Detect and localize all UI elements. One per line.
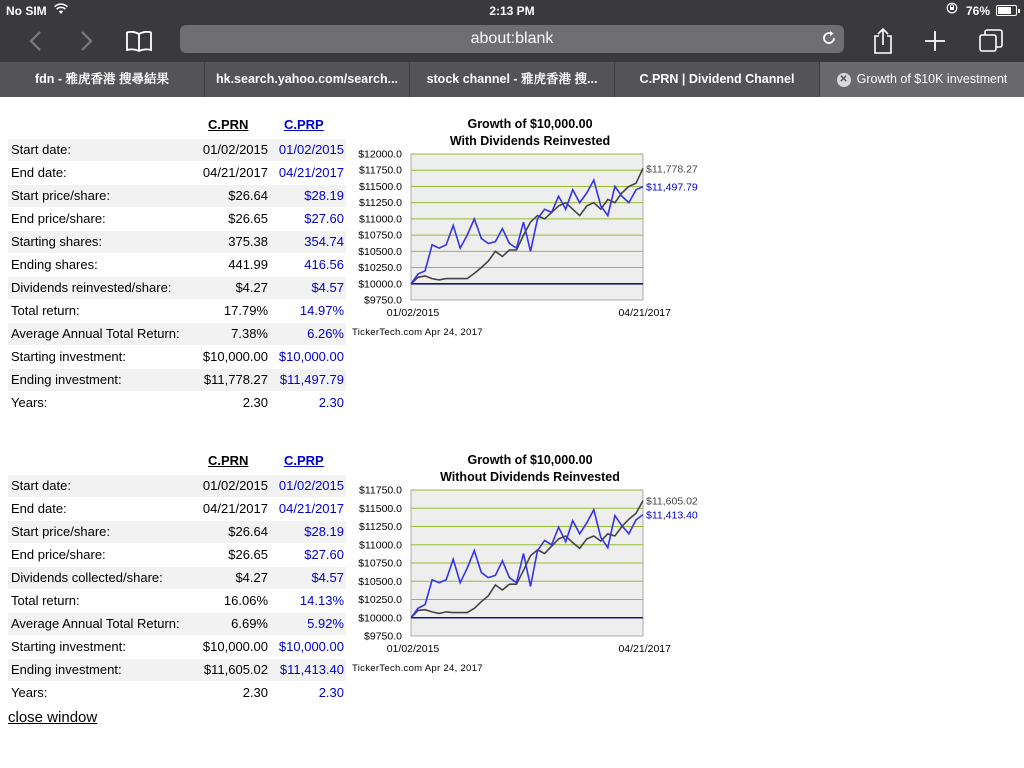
end-label-prp: $11,497.79 <box>646 181 698 194</box>
value-prp: 01/02/2015 <box>278 478 344 493</box>
x-end-label: 04/21/2017 <box>618 643 671 655</box>
browser-toolbar <box>0 22 1024 62</box>
row-label: Ending investment: <box>11 662 122 677</box>
value-prn: $11,778.27 <box>203 372 268 387</box>
row-label: Start price/share: <box>11 524 110 539</box>
growth-chart-not-reinvested <box>348 433 728 683</box>
value-prp: 6.26% <box>307 326 344 341</box>
value-prp: $28.19 <box>304 188 344 203</box>
row-label: Dividends collected/share: <box>11 570 163 585</box>
x-start-label: 01/02/2015 <box>386 643 440 655</box>
row-label: Dividends reinvested/share: <box>11 280 172 295</box>
y-tick-label: $10000.0 <box>358 278 402 291</box>
y-tick-label: $10250.0 <box>358 594 402 606</box>
row-label: Starting shares: <box>11 234 103 249</box>
value-prp: 14.13% <box>299 593 344 608</box>
row-label: Start date: <box>11 478 71 493</box>
value-prp: $28.19 <box>304 524 344 539</box>
value-prp: $4.57 <box>311 570 344 585</box>
row-label: Starting investment: <box>11 639 126 654</box>
y-tick-label: $11750.0 <box>358 484 402 497</box>
end-label-prn: $11,778.27 <box>646 163 698 176</box>
table-header <box>8 453 346 471</box>
value-prn: 17.79% <box>223 303 268 318</box>
chart-title: Growth of $10,000.00 <box>467 117 593 131</box>
value-prp: $10,000.00 <box>278 639 344 654</box>
value-prp: 5.92% <box>307 616 344 631</box>
value-prp: 04/21/2017 <box>278 165 344 180</box>
tab-yahoo-fdn[interactable] <box>0 62 205 97</box>
table-row <box>8 544 346 566</box>
value-prn: 01/02/2015 <box>202 142 268 157</box>
y-tick-label: $10500.0 <box>358 575 402 588</box>
table-row <box>8 277 346 299</box>
value-prn: $26.65 <box>228 211 268 226</box>
bookmarks-icon[interactable] <box>122 26 156 56</box>
row-label: Start date: <box>11 142 71 157</box>
y-tick-label: $11000.0 <box>358 213 402 226</box>
share-icon[interactable] <box>866 26 900 56</box>
value-prp: $10,000.00 <box>278 349 344 364</box>
value-prn: 16.06% <box>223 593 268 608</box>
tab-label: Growth of $10K investment <box>856 72 1008 86</box>
value-prn: 04/21/2017 <box>202 165 268 180</box>
tab-growth-10k[interactable] <box>820 62 1024 97</box>
tab-label: fdn - 雅虎香港 搜尋結果 <box>34 72 169 86</box>
table-row <box>8 300 346 322</box>
url-bar[interactable] <box>180 25 844 53</box>
y-tick-label: $12000.0 <box>358 148 402 161</box>
row-label: Total return: <box>11 593 80 608</box>
tab-dividend-channel[interactable] <box>615 62 820 97</box>
y-tick-label: $10500.0 <box>358 245 402 258</box>
value-prn: $26.65 <box>228 547 268 562</box>
table-row <box>8 521 346 543</box>
value-prp: 01/02/2015 <box>278 142 344 157</box>
table-row <box>8 613 346 635</box>
end-label-prp: $11,413.40 <box>646 509 698 522</box>
y-tick-label: $10000.0 <box>358 612 402 625</box>
value-prp: 416.56 <box>304 257 344 272</box>
value-prp: $11,497.79 <box>279 372 344 387</box>
row-label: Average Annual Total Return: <box>11 326 180 341</box>
value-prn: 6.69% <box>231 616 268 631</box>
battery-icon <box>996 5 1017 16</box>
y-tick-label: $10750.0 <box>358 557 402 570</box>
table-row <box>8 636 346 658</box>
tab-stock-channel[interactable] <box>410 62 615 97</box>
value-prn: $10,000.00 <box>202 349 268 364</box>
status-bar <box>0 0 1024 22</box>
table-header <box>8 117 346 135</box>
y-tick-label: $11750.0 <box>358 164 402 177</box>
row-label: Ending shares: <box>11 257 98 272</box>
value-prp: 2.30 <box>318 685 344 700</box>
table-row <box>8 369 346 391</box>
table-row <box>8 346 346 368</box>
value-prn: $4.27 <box>235 280 268 295</box>
chart-credit: TickerTech.com Apr 24, 2017 <box>352 663 483 674</box>
value-prp: $4.57 <box>311 280 344 295</box>
table-row <box>8 185 346 207</box>
value-prn: $26.64 <box>228 188 268 203</box>
tab-yahoo-search[interactable] <box>205 62 410 97</box>
tab-label: stock channel - 雅虎香港 搜... <box>426 72 598 86</box>
table-row <box>8 254 346 276</box>
y-tick-label: $10250.0 <box>358 262 402 275</box>
growth-chart-reinvested <box>348 97 728 347</box>
value-prn: $26.64 <box>228 524 268 539</box>
value-prn: $11,605.02 <box>203 662 268 677</box>
battery-percent: 76% <box>966 4 991 18</box>
row-label: Start price/share: <box>11 188 110 203</box>
value-prn: 04/21/2017 <box>202 501 268 516</box>
table-row <box>8 659 346 681</box>
table-row <box>8 567 346 589</box>
row-label: End price/share: <box>11 547 106 562</box>
row-label: End date: <box>11 501 67 516</box>
value-prp: 14.97% <box>299 303 344 318</box>
table-row <box>8 139 346 161</box>
table-row <box>8 682 346 704</box>
chart-subtitle: Without Dividends Reinvested <box>440 470 620 484</box>
table-row <box>8 498 346 520</box>
row-label: Starting investment: <box>11 349 126 364</box>
table-row <box>8 475 346 497</box>
back-icon[interactable] <box>18 26 52 56</box>
carrier-label: No SIM <box>6 4 47 18</box>
value-prp: 04/21/2017 <box>278 501 344 516</box>
y-tick-label: $11250.0 <box>358 197 402 210</box>
reload-icon[interactable] <box>820 29 838 47</box>
x-start-label: 01/02/2015 <box>386 307 440 319</box>
row-label: End date: <box>11 165 67 180</box>
end-label-prn: $11,605.02 <box>646 495 698 508</box>
forward-icon[interactable] <box>70 26 104 56</box>
table-row <box>8 323 346 345</box>
table-row <box>8 590 346 612</box>
chart-credit: TickerTech.com Apr 24, 2017 <box>352 327 483 338</box>
x-end-label: 04/21/2017 <box>618 307 671 319</box>
y-tick-label: $11500.0 <box>358 180 402 193</box>
table-row <box>8 162 346 184</box>
tab-strip <box>0 62 1024 97</box>
col-header-prn[interactable]: C.PRN <box>208 117 249 132</box>
close-window-link[interactable]: close window <box>8 709 98 726</box>
row-label: End price/share: <box>11 211 106 226</box>
table-row <box>8 231 346 253</box>
value-prp: 2.30 <box>318 395 344 410</box>
value-prn: 375.38 <box>228 234 268 249</box>
rotation-lock-icon <box>946 2 958 17</box>
table-row <box>8 208 346 230</box>
col-header-prp[interactable]: C.PRP <box>284 117 324 132</box>
col-header-prn[interactable]: C.PRN <box>208 453 249 468</box>
value-prn: $4.27 <box>235 570 268 585</box>
y-tick-label: $10750.0 <box>358 229 402 242</box>
url-text: about:blank <box>470 30 554 47</box>
value-prn: 01/02/2015 <box>202 478 268 493</box>
tabs-icon[interactable] <box>974 26 1008 56</box>
row-label: Ending investment: <box>11 372 122 387</box>
row-label: Years: <box>11 685 48 700</box>
section-reinvested <box>8 97 1008 427</box>
new-tab-icon[interactable] <box>918 26 952 56</box>
value-prp: $11,413.40 <box>279 662 344 677</box>
page-content <box>0 97 1024 768</box>
battery-nub <box>1018 9 1020 13</box>
clock: 2:13 PM <box>489 4 535 18</box>
tab-label: hk.search.yahoo.com/search... <box>215 72 399 86</box>
chart-subtitle: With Dividends Reinvested <box>449 134 611 148</box>
value-prp: $27.60 <box>304 547 344 562</box>
section-not-reinvested <box>8 433 1008 713</box>
table-row <box>8 392 346 414</box>
tab-label: C.PRN | Dividend Channel <box>639 72 795 86</box>
value-prn: $10,000.00 <box>202 639 268 654</box>
value-prn: 2.30 <box>242 395 268 410</box>
battery-fill <box>998 7 1011 14</box>
value-prn: 7.38% <box>231 326 268 341</box>
col-header-prp[interactable]: C.PRP <box>284 453 324 468</box>
y-tick-label: $11000.0 <box>358 539 402 552</box>
y-tick-label: $9750.0 <box>364 294 402 307</box>
close-tab-icon[interactable]: ✕ <box>837 73 851 87</box>
row-label: Average Annual Total Return: <box>11 616 180 631</box>
chart-title: Growth of $10,000.00 <box>467 453 593 467</box>
value-prn: 441.99 <box>228 257 268 272</box>
y-tick-label: $11500.0 <box>358 502 402 515</box>
row-label: Total return: <box>11 303 80 318</box>
y-tick-label: $9750.0 <box>364 630 402 643</box>
y-tick-label: $11250.0 <box>358 521 402 533</box>
value-prp: 354.74 <box>304 234 344 249</box>
value-prn: 2.30 <box>242 685 268 700</box>
value-prp: $27.60 <box>304 211 344 226</box>
row-label: Years: <box>11 395 48 410</box>
